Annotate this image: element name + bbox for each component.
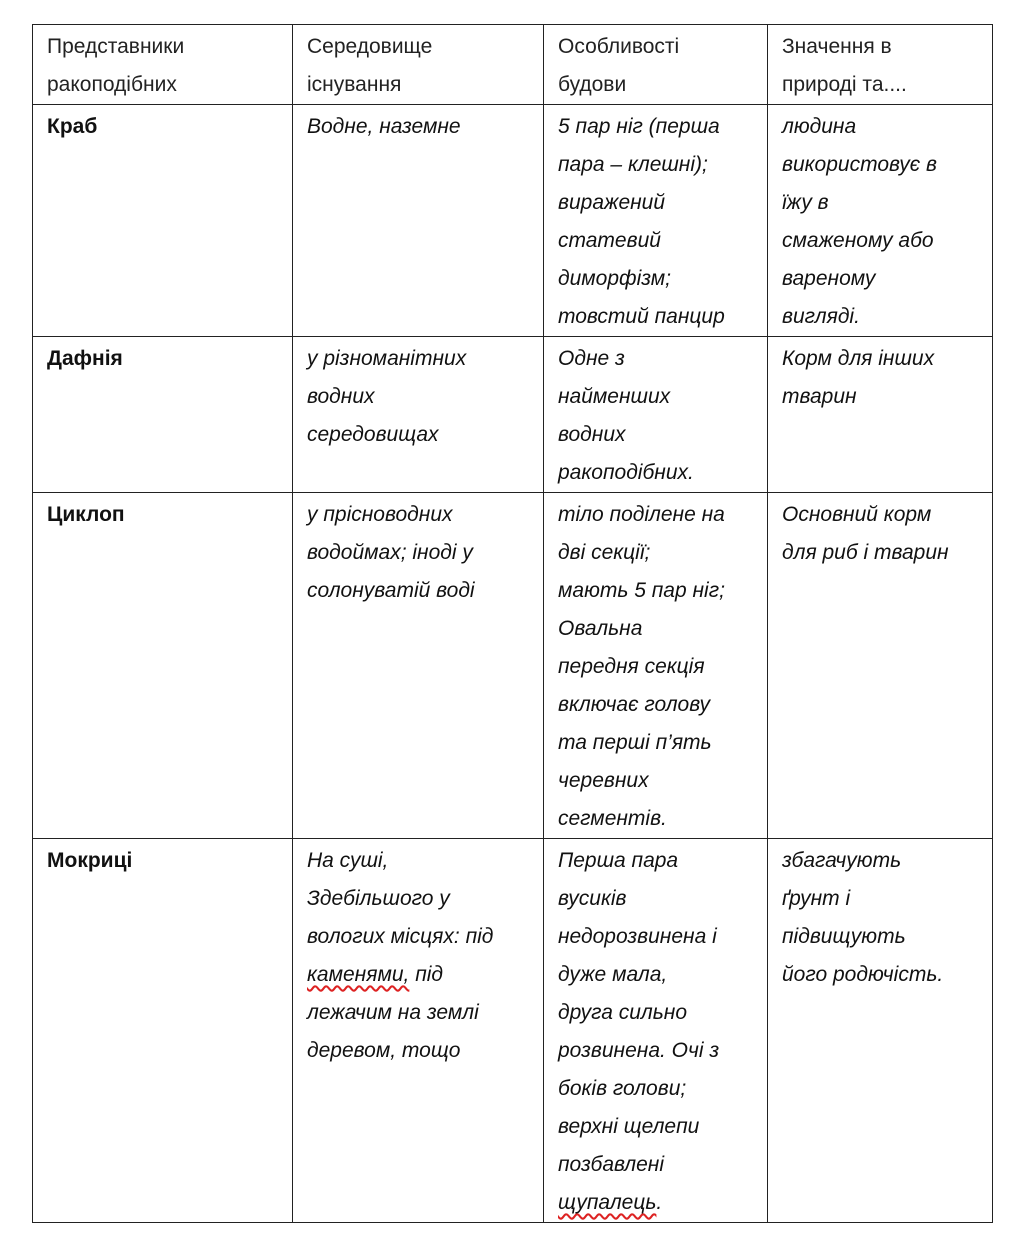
habitat-cell: Водне, наземне	[293, 105, 544, 337]
structure-cell: тіло поділене на дві секції; мають 5 пар ніг; Овальна передня секція включає голову та перші п’ять черевних сегментів.	[544, 493, 768, 839]
habitat-cell: у різноманітних водних середовищах	[293, 337, 544, 493]
structure-cell	[544, 839, 768, 1223]
name-cell: Циклоп	[33, 493, 293, 839]
table-row	[33, 337, 993, 493]
text-segment: Перша пара вусиків недорозвинена і дуже мала, друга сильно розвинена. Очі з боків голови; верхні щелепи позбавлені	[558, 849, 720, 1176]
name-cell: Краб	[33, 105, 293, 337]
significance-cell: Корм для інших тварин	[768, 337, 993, 493]
header-structure: Особливості будови	[544, 25, 768, 105]
structure-cell: Одне з найменших водних ракоподібних.	[544, 337, 768, 493]
header-habitat: Середовище існування	[293, 25, 544, 105]
text-segment: .	[656, 1191, 663, 1214]
significance-cell: людина використовує в їжу в смаженому або вареному вигляді.	[768, 105, 993, 337]
table-row	[33, 493, 993, 839]
significance-cell: збагачують ґрунт і підвищують його родючість.	[768, 839, 993, 1223]
header-representatives: Представники ракоподібних	[33, 25, 293, 105]
table-row	[33, 839, 993, 1223]
name-cell: Мокриці	[33, 839, 293, 1223]
spellcheck-flagged-word[interactable]: щупалець	[558, 1191, 657, 1214]
crustaceans-table	[32, 24, 993, 1223]
structure-cell: 5 пар ніг (перша пара – клешні); виражений статевий диморфізм; товстий панцир	[544, 105, 768, 337]
habitat-cell: у прісноводних водоймах; іноді у солонуватій воді	[293, 493, 544, 839]
text-segment: На суші, Здебільшого у вологих місцях: під	[307, 849, 494, 948]
habitat-cell	[293, 839, 544, 1223]
header-row	[33, 25, 993, 105]
spellcheck-flagged-word[interactable]: каменями,	[307, 963, 410, 986]
significance-cell: Основний корм для риб і тварин	[768, 493, 993, 839]
table-row	[33, 105, 993, 337]
name-cell: Дафнія	[33, 337, 293, 493]
text-segment: під лежачим на землі деревом, тощо	[307, 963, 479, 1062]
header-significance: Значення в природі та....	[768, 25, 993, 105]
